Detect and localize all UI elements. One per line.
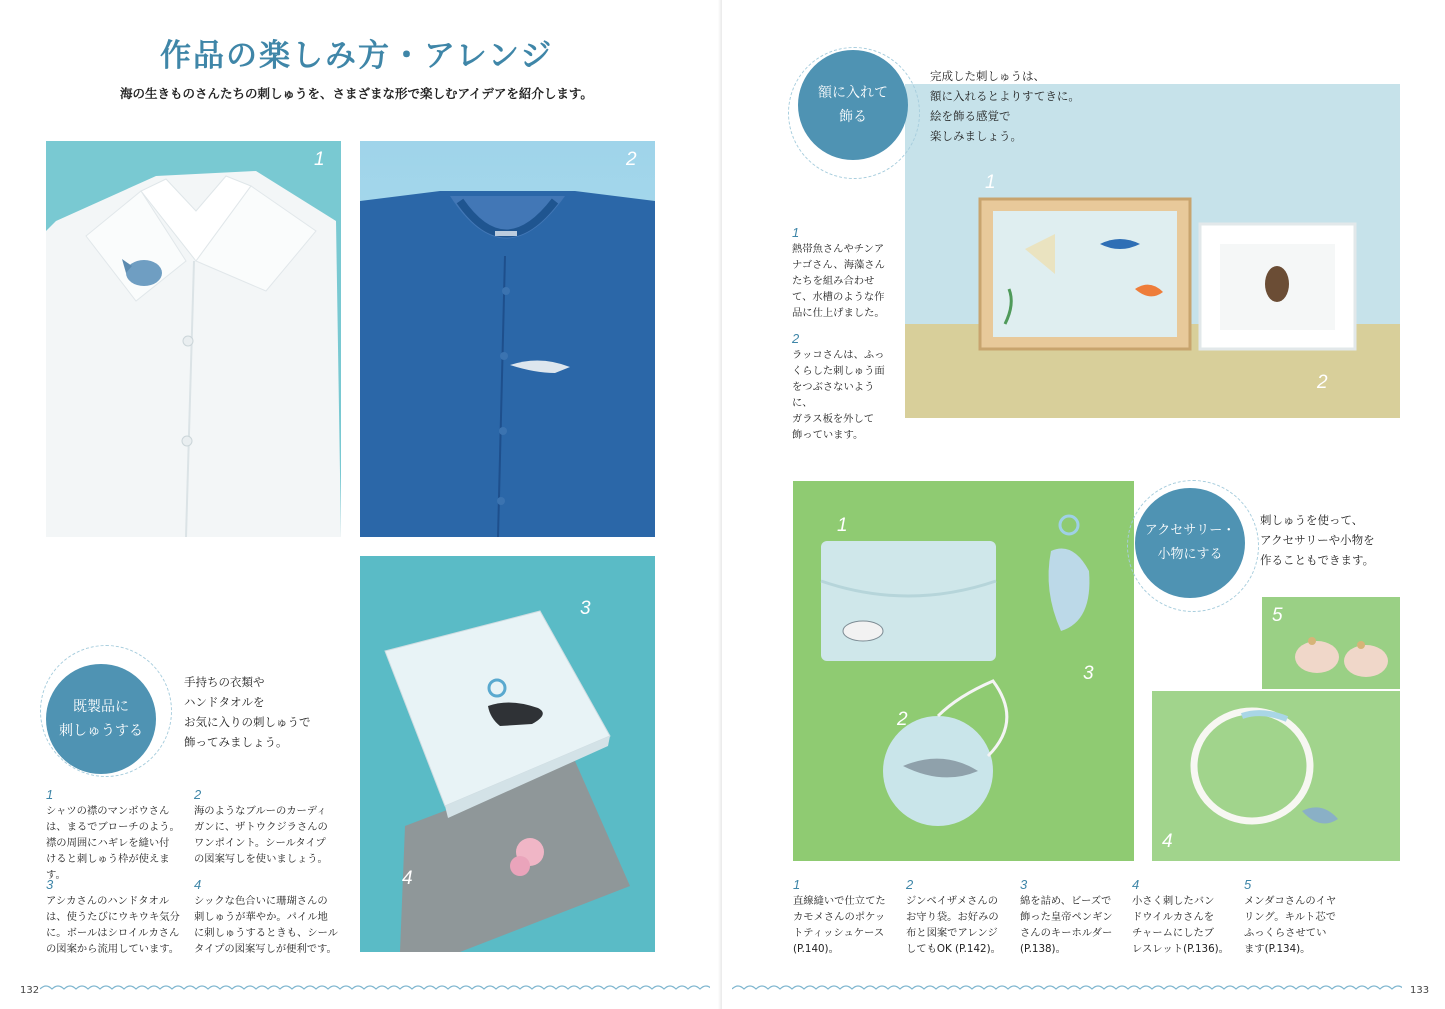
accessory-note-1	[793, 876, 893, 957]
intro-line: 完成した刺しゅうは、	[930, 69, 1045, 83]
note-line: 小さく刺したバン	[1132, 895, 1215, 907]
note-number: 1	[793, 877, 801, 892]
note-number: 4	[194, 877, 202, 892]
note-number: 2	[194, 787, 202, 802]
note-line: たちを組み合わせ	[792, 275, 875, 287]
note-line: (P.140)。	[793, 943, 839, 955]
note-line: ラッコさんは、ふっ	[792, 349, 885, 361]
badge-line: 小物にする	[1157, 547, 1223, 562]
note-line: チャームにしたブ	[1132, 927, 1215, 939]
photo-cardigan	[360, 141, 655, 537]
note-line: カモメさんのポケッ	[793, 911, 886, 923]
photo-number: 3	[580, 598, 591, 619]
badge-accessory	[1135, 488, 1245, 598]
note-line: の図案写しを使いましょう。	[194, 853, 328, 865]
note-line: に刺しゅうするときも、シール	[194, 927, 338, 939]
note-line: くらした刺しゅう面	[792, 365, 885, 377]
note-line: ガラス板を外して	[792, 413, 875, 425]
frame-note-2	[792, 330, 892, 443]
photo-number: 5	[1272, 605, 1283, 626]
cardigan-illustration	[360, 141, 655, 537]
intro-line: 楽しみましょう。	[930, 129, 1022, 143]
note-line: 直線縫いで仕立てた	[793, 895, 886, 907]
note-line: シャツの襟のマンボウさん	[46, 805, 170, 817]
note-number: 3	[1020, 877, 1028, 892]
intro-line: 絵を飾る感覚で	[930, 109, 1011, 123]
note-line: ふっくらさせてい	[1244, 927, 1327, 939]
badge-line: 額に入れて	[818, 85, 888, 101]
intro-line: 額に入れるとよりすてきに。	[930, 89, 1080, 103]
note-3	[46, 876, 186, 957]
photo-towels	[360, 556, 655, 952]
note-line: タイプの図案写しが便利です。	[194, 943, 337, 955]
badge-line: 既製品に	[73, 699, 129, 715]
note-line: リング。キルト芯で	[1244, 911, 1336, 923]
intro-line: 手持ちの衣類や	[184, 675, 265, 689]
accessory-note-5	[1244, 876, 1344, 957]
note-number: 3	[46, 877, 54, 892]
note-line: トティッシュケース	[793, 927, 885, 939]
intro-line: 飾ってみましょう。	[184, 735, 288, 749]
note-line: ます(P.134)。	[1244, 943, 1311, 955]
wave-divider	[732, 983, 1402, 995]
note-2	[194, 786, 344, 867]
towels-illustration	[360, 556, 655, 952]
wave-divider	[40, 983, 710, 995]
badge-frame	[798, 50, 908, 160]
photo-number: 2	[897, 709, 908, 730]
accessory-note-2	[906, 876, 1006, 957]
note-1	[46, 786, 186, 883]
note-line: をつぶさないように、	[792, 381, 875, 409]
note-line: て、水槽のような作	[792, 291, 885, 303]
note-line: は、使うたびにウキウキ気分	[46, 911, 180, 923]
page-subtitle: 海の生きものさんたちの刺しゅうを、さまざまな形で楽しむアイデアを紹介します。	[120, 86, 593, 101]
page-number-left: 132	[20, 985, 40, 996]
frame-intro	[930, 66, 1080, 146]
note-line: 刺しゅうが華やか。パイル地	[194, 911, 328, 923]
note-line: レスレット(P.136)。	[1132, 943, 1229, 955]
badge-line: 刺しゅうする	[59, 723, 143, 739]
note-line: に。ボールはシロイルカさん	[46, 927, 180, 939]
photo-accessories	[793, 481, 1134, 861]
photo-shirt	[46, 141, 341, 537]
note-number: 2	[792, 331, 800, 346]
intro-line: アクセサリーや小物を	[1260, 533, 1375, 547]
note-line: 布と図案でアレンジ	[906, 927, 998, 939]
intro-line: 刺しゅうを使って、	[1260, 513, 1364, 527]
photo-number: 1	[837, 515, 848, 536]
note-line: 品に仕上げました。	[792, 307, 885, 319]
note-4	[194, 876, 344, 957]
page-number-right: 133	[1410, 985, 1430, 996]
note-number: 4	[1132, 877, 1140, 892]
note-line: 綿を詰め、ビーズで	[1020, 895, 1112, 907]
note-line: ドウイルカさんを	[1132, 911, 1215, 923]
note-line: アシカさんのハンドタオル	[46, 895, 170, 907]
note-number: 1	[792, 225, 800, 240]
note-line: ガンに、ザトウクジラさんの	[194, 821, 328, 833]
photo-bracelet	[1152, 691, 1400, 861]
note-line: 海のようなブルーのカーディ	[194, 805, 327, 817]
photo-number: 3	[1083, 663, 1094, 684]
photo-number: 4	[402, 868, 413, 889]
accessory-note-4	[1132, 876, 1232, 957]
note-number: 5	[1244, 877, 1252, 892]
photo-number: 2	[1317, 372, 1328, 393]
photo-number: 1	[314, 149, 325, 170]
photo-number: 4	[1162, 831, 1173, 852]
note-line: シックな色合いに珊瑚さんの	[194, 895, 328, 907]
ready-intro	[184, 672, 311, 752]
note-line: 飾った皇帝ペンギン	[1020, 911, 1113, 923]
left-page	[0, 0, 722, 1009]
badge-line: アクセサリー・	[1144, 523, 1236, 538]
note-line: の図案から流用しています。	[46, 943, 180, 955]
note-number: 1	[46, 787, 54, 802]
intro-line: 作ることもできます。	[1260, 553, 1375, 567]
note-line: してもOK (P.142)。	[906, 943, 1001, 955]
note-line: ナゴさん、海藻さん	[792, 259, 885, 271]
note-line: けると刺しゅう枠が使えます。	[46, 853, 170, 881]
photo-number: 2	[626, 149, 637, 170]
right-page	[722, 0, 1445, 1009]
photo-number: 1	[985, 172, 996, 193]
note-line: お守り袋。お好みの	[906, 911, 999, 923]
badge-line: 飾る	[839, 109, 867, 125]
note-line: さんのキーホルダー	[1020, 927, 1113, 939]
bracelet-illustration	[1152, 691, 1400, 861]
note-line: 飾っています。	[792, 429, 864, 441]
shirt-illustration	[46, 141, 341, 537]
frame-note-1	[792, 224, 892, 321]
note-line: 襟の周囲にハギレを縫い付	[46, 837, 170, 849]
accessory-intro	[1260, 510, 1375, 570]
note-line: ジンベイザメさんの	[906, 895, 999, 907]
note-line: 熱帯魚さんやチンア	[792, 243, 885, 255]
intro-line: お気に入りの刺しゅうで	[184, 715, 311, 729]
note-line: メンダコさんのイヤ	[1244, 895, 1337, 907]
photo-earrings	[1262, 597, 1400, 689]
note-line: (P.138)。	[1020, 943, 1066, 955]
note-line: ワンポイント。シールタイプ	[194, 837, 326, 849]
accessory-note-3	[1020, 876, 1120, 957]
note-number: 2	[906, 877, 914, 892]
note-line: は、まるでブローチのよう。	[46, 821, 180, 833]
page-title: 作品の楽しみ方・アレンジ	[160, 38, 554, 74]
intro-line: ハンドタオルを	[184, 695, 265, 709]
badge-ring	[40, 645, 172, 777]
